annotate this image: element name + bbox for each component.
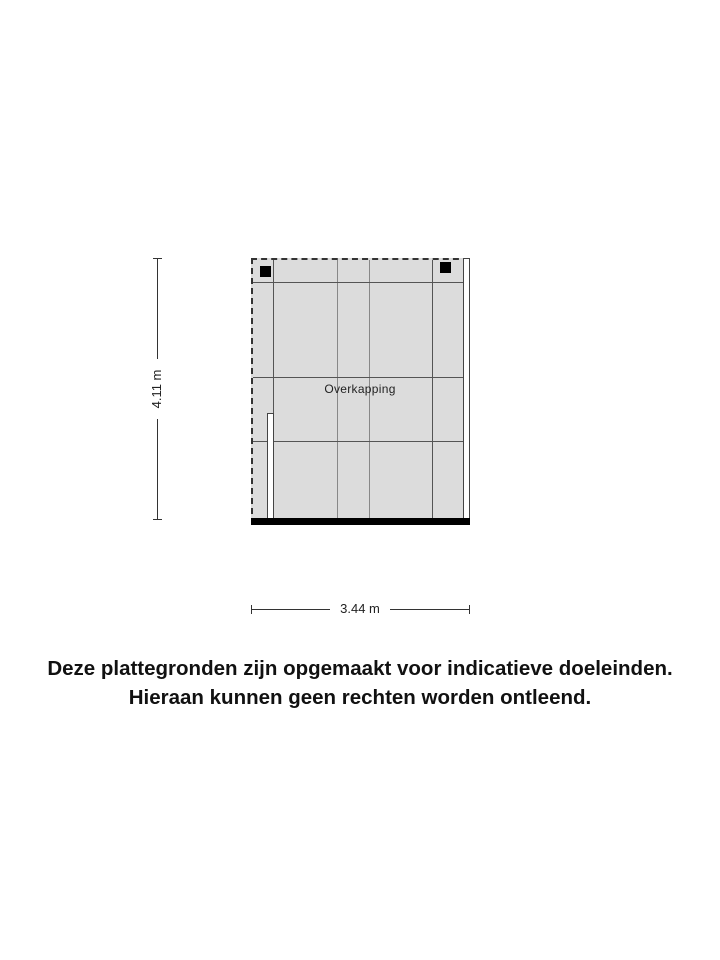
dimension-tick <box>153 258 162 259</box>
grid-line <box>253 441 469 442</box>
dimension-tick <box>251 605 252 614</box>
column-post <box>440 262 451 273</box>
width-dimension-label: 3.44 m <box>330 601 390 616</box>
grid-line <box>253 377 469 378</box>
room-label: Overkapping <box>324 382 396 396</box>
dimension-tick <box>153 519 162 520</box>
disclaimer-line-1: Deze plattegronden zijn opgemaakt voor indicatieve doeleinden. <box>47 657 673 680</box>
disclaimer <box>0 654 720 712</box>
left-post <box>267 413 274 520</box>
height-dimension-label: 4.11 m <box>148 359 166 419</box>
dimension-tick <box>469 605 470 614</box>
disclaimer-line-2: Hieraan kunnen geen rechten worden ontleend. <box>128 686 592 709</box>
column-post <box>260 266 271 277</box>
grid-line <box>253 282 469 283</box>
bottom-wall <box>251 518 470 525</box>
